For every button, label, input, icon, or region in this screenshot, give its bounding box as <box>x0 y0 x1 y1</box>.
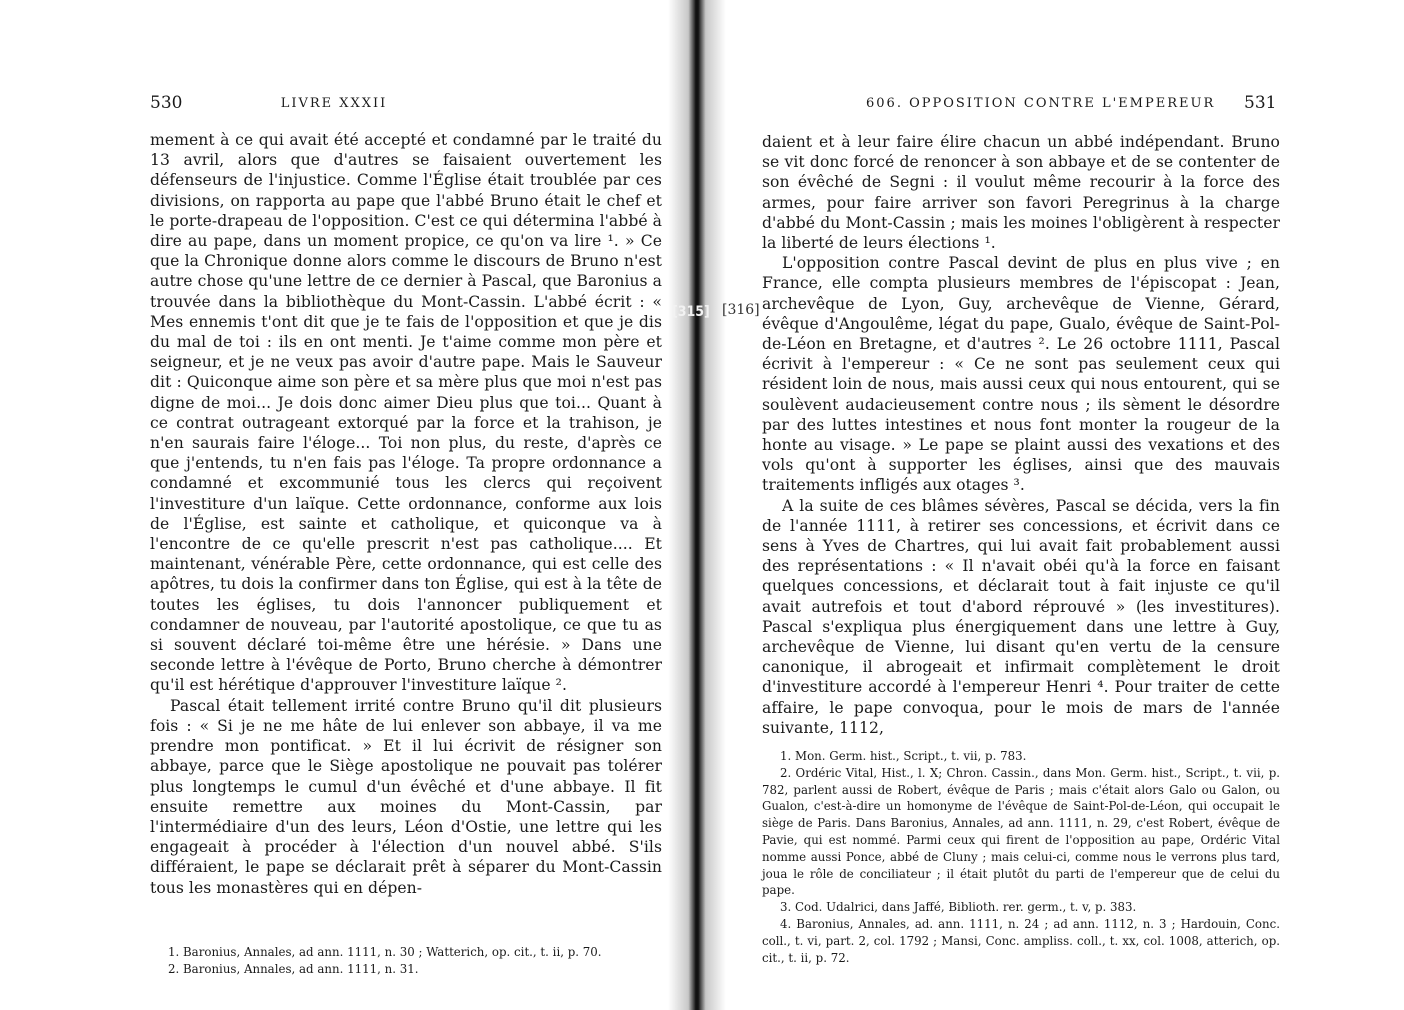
footnote: 4. Baronius, Annales, ad. ann. 1111, n. 24 ; ad ann. 1112, n. 3 ; Hardouin, Conc. coll., t. vi, part. 2, col. 1792 ; Mansi, Conc. ampliss. coll., t. xx, col. 1008, atterich, op. cit., t. ii, p. 72. <box>762 916 1280 965</box>
page-number: 530 <box>150 93 183 113</box>
footnotes <box>762 748 1280 966</box>
left-page <box>0 0 668 1010</box>
paragraph: mement à ce qui avait été accepté et condamné par le traité du 13 avril, alors que d'autres se faisaient ouvertement les défenseurs de l'injustice. Comme l'Église était troublée par ces divisions, on rapporta au pape que l'abbé Bruno était le chef et le porte-drapeau de l'opposition. C'est ce qui détermina l'abbé à dire au pape, dans un moment propice, ce qu'on va lire ¹. » Ce que la Chronique donne alors comme le discours de Bruno n'est autre chose qu'une lettre de ce dernier à Pascal, que Baronius a trouvée dans la bibliothèque du Mont-Cassin. L'abbé écrit : « Mes ennemis t'ont dit que je te fais de l'opposition et que je dis du mal de toi : ils en ont menti. Je t'aime comme mon père et seigneur, et je ne veux pas avoir d'autre pape. Mais le Sauveur dit : Quiconque aime son père et sa mère plus que moi n'est pas digne de moi... Je dois donc aimer Dieu plus que toi... Quant à ce contrat outrageant extorqué par la force et la trahison, je n'en saurais faire l'éloge... Toi non plus, du reste, d'après ce que j'entends, tu n'en fais pas l'éloge. Ta propre ordonnance a condamné et excommunié tous les clercs qui reçoivent l'investiture d'un laïque. Cette ordonnance, conforme aux lois de l'Église, est sainte et catholique, et quiconque va à l'encontre de ce qu'elle prescrit n'est pas catholique.... Et maintenant, vénérable Père, cette ordonnance, qui est celle des apôtres, tu dois la confirmer dans ton Église, qui est à la tête de toutes les églises, tu dois l'annoncer publiquement et condamner de nouveau, par l'autorité apostolique, ce que tu as si souvent déclaré toi-même être une hérésie. » Dans une seconde lettre à l'évêque de Porto, Bruno cherche à démontrer qu'il est hérétique d'approuver l'investiture laïque ². <box>150 131 663 695</box>
right-page <box>726 0 1404 1010</box>
paragraph: Pascal était tellement irrité contre Bruno qu'il dit plusieurs fois : « Si je ne me hâte de lui enlever son abbaye, il va me prendre mon pontificat. » Et il lui écrivit de résigner son abbaye, parce que le Siège apostolique ne pouvait pas tolérer plus longtemps le cumul d'un évêché et d'une abbaye. Il fit ensuite remettre aux moines du Mont-Cassin, par l'intermédiaire d'un des leurs, Léon d'Ostie, une lettre qui les engageait à procéder à l'élection d'un nouvel abbé. S'ils différaient, le pape se déclarait prêt à séparer du Mont-Cassin tous les monastères qui en dépen- <box>150 696 662 897</box>
paragraph: A la suite de ces blâmes sévères, Pascal se décida, vers la fin de l'année 1111, à retirer ses concessions, et écrivit dans ce sens à Yves de Chartres, qui lui avait fait probablement aussi des représentations : « Il n'avait obéi qu'à la force en faisant quelques concessions, et déclarait tout à fait injuste ce qu'il avait autrefois et tout d'abord réprouvé » (les investitures). Pascal s'expliqua plus énergiquement dans une lettre à Guy, archevêque de Vienne, lui disant qu'en vertu de la censure canonique, il abrogeait et infirmait complètement le droit d'investiture accordé à l'empereur Henri ⁴. Pour traiter de cette affaire, le pape convoqua, pour le mois de mars de l'année suivante, 1112, <box>762 496 1280 737</box>
margin-marker-right: [316] <box>722 302 760 318</box>
running-header: LIVRE XXXII <box>280 96 388 111</box>
page-number: 531 <box>1244 93 1277 113</box>
footnote: 2. Ordéric Vital, Hist., l. X; Chron. Cassin., dans Mon. Germ. hist., Script., t. vii, p. 782, parlent aussi de Robert, évêque de Paris ; mais c'était alors Galo ou Galon, ou Gualon, c'est-à-dire un homonyme de l'évêque de Saint-Pol-de-Léon, qui occupait le siège de Paris. Dans Baronius, Annales, ad ann. 1111, n. 29, c'est Robert, évêque de Pavie, qui est nommé. Parmi ceux qui firent de l'opposition au pape, Ordéric Vital nomme aussi Ponce, abbé de Cluny ; mais celui-ci, comme nous le verrons plus tard, joua le rôle de conciliateur ; il était plutôt du parti de l'empereur que de celui du pape. <box>762 765 1280 898</box>
body-text <box>150 130 662 898</box>
paragraph: L'opposition contre Pascal devint de plus en plus vive ; en France, elle compta plusieurs membres de l'épiscopat : Jean, archevêque de Lyon, Guy, archevêque de Vienne, Gérard, évêque d'Angoulême, légat du pape, Gualo, évêque de Saint-Pol-de-Léon en Bretagne, et d'autres ². Le 26 octobre 1111, Pascal écrivit à l'empereur : « Ce ne sont pas seulement ceux qui résident loin de nous, mais aussi ceux qui nous entourent, qui se soulèvent audacieusement contre nous ; ils sèment le désordre par des luttes intestines et nous font monter la rougeur de la honte au visage. » Le pape se plaint aussi des vexations et des vols qu'ont à supporter les églises, ainsi que des mauvais traitements infligés aux otages ³. <box>762 254 1280 495</box>
margin-marker-left: [315] <box>672 304 710 320</box>
footnotes <box>150 944 662 978</box>
paragraph: daient et à leur faire élire chacun un abbé indépendant. Bruno se vit donc forcé de renoncer à son abbaye et de se contenter de son évêché de Segni : il voulut même recourir à la force des armes, pour faire arriver son favori Peregrinus à la charge d'abbé du Mont-Cassin ; mais les moines l'obligèrent à respecter la liberté de leurs élections ¹. <box>762 133 1280 253</box>
footnote: 2. Baronius, Annales, ad ann. 1111, n. 31. <box>168 961 419 976</box>
footnote: 3. Cod. Udalrici, dans Jaffé, Biblioth. rer. germ., t. v, p. 383. <box>780 900 1137 915</box>
footnote: 1. Mon. Germ. hist., Script., t. vii, p. 783. <box>780 749 1027 763</box>
book-gutter <box>668 0 726 1010</box>
footnote: 1. Baronius, Annales, ad ann. 1111, n. 30 ; Watterich, op. cit., t. ii, p. 70. <box>168 945 602 959</box>
body-text <box>762 132 1280 738</box>
running-header: 606. OPPOSITION CONTRE L'EMPEREUR <box>866 96 1216 111</box>
